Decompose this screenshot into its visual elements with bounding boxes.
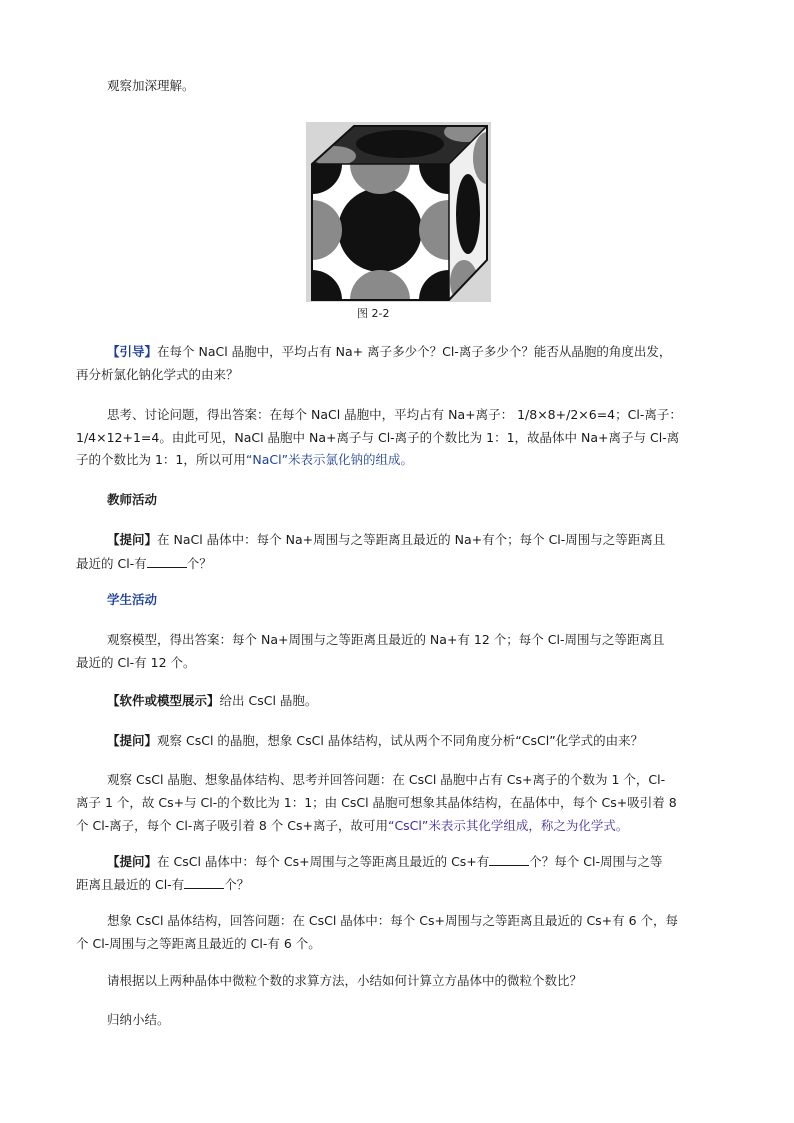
question1-line-1 [107, 532, 665, 548]
question3-line-2 [76, 876, 249, 893]
guide-text-a: 在每个 NaCl 晶胞中，平均占有 Na+ 离子多少个？Cl-离子多少个？能否从晶胞的角度出发， [157, 344, 672, 359]
imagine-answer-line-2: 个 Cl-周围与之等距离且最近的 Cl-有 6 个。 [76, 936, 321, 951]
model-answer-line-1: 观察模型，得出答案：每个 Na+周围与之等距离且最近的 Na+有 12 个；每个 Cl-周围与之等距离且 [107, 632, 665, 647]
teacher-activity-heading: 教师活动 [107, 492, 158, 507]
question3-text-a2: 个？每个 Cl-周围与之等 [529, 854, 663, 869]
question3-text-b2: 个？ [224, 877, 250, 892]
blank [184, 876, 224, 889]
question2-text: 观察 CsCl 的晶胞，想象 CsCl 晶体结构，试从两个不同角度分析“CsCl”化学式的由来？ [157, 733, 644, 748]
guide-tag: 【引导】 [107, 344, 158, 359]
summary-question: 请根据以上两种晶体中微粒个数的求算方法，小结如何计算立方晶体中的微粒个数比？ [107, 973, 583, 988]
question3-tag: 【提问】 [107, 854, 158, 869]
cscl-answer-line-1: 观察 CsCl 晶胞、想象晶体结构、思考并回答问题：在 CsCl 晶胞中占有 Cs+离子的个数为 1 个，Cl- [107, 772, 666, 787]
nacl-cell-figure [306, 122, 491, 302]
question2-tag: 【提问】 [107, 733, 158, 748]
question1-text-a: 在 NaCl 晶体中：每个 Na+周围与之等距离且最近的 Na+有个；每个 Cl-周围与之等距离且 [157, 532, 666, 547]
show-model-line [107, 693, 317, 709]
model-answer-line-2: 最近的 Cl-有 12 个。 [76, 655, 196, 670]
question1-text-b2: 个？ [186, 556, 212, 571]
show-model-text: 给出 CsCl 晶胞。 [219, 693, 318, 708]
question1-text-b1: 最近的 Cl-有 [76, 556, 147, 571]
guide-line-1 [107, 344, 671, 360]
cscl-answer-line-3 [76, 818, 628, 834]
question3-text-a1: 在 CsCl 晶体中：每个 Cs+周围与之等距离且最近的 Cs+有 [157, 854, 490, 869]
answer-text-c1: 子的个数比为 1：1，所以可用 [76, 452, 246, 467]
question1-line-2 [76, 555, 212, 572]
answer-line-3 [76, 452, 413, 468]
cscl-answer-line-2: 离子 1 个，故 Cs+与 Cl-的个数比为 1：1；由 CsCl 晶胞可想象其晶体结构，在晶体中，每个 Cs+吸引着 8 [76, 795, 677, 810]
blank [147, 555, 187, 568]
answer-line-2: 1/4×12+1=4。由此可见，NaCl 晶胞中 Na+离子与 Cl-离子的个数比为 1：1，故晶体中 Na+离子与 Cl-离 [76, 430, 680, 445]
answer-line-1: 思考、讨论问题，得出答案：在每个 NaCl 晶胞中，平均占有 Na+离子： 1/8×8+/2×6=4；Cl-离子： [107, 407, 682, 422]
imagine-answer-line-1: 想象 CsCl 晶体结构，回答问题：在 CsCl 晶体中：每个 Cs+周围与之等距离且最近的 Cs+有 6 个，每 [107, 913, 679, 928]
summary-text: 归纳小结。 [107, 1012, 170, 1027]
question2-line [107, 733, 643, 749]
question1-tag: 【提问】 [107, 532, 158, 547]
cscl-answer-c2: “CsCl”米表示其化学组成，称之为化学式。 [387, 818, 629, 833]
student-activity-heading: 学生活动 [107, 592, 158, 607]
blank [489, 853, 529, 866]
answer-text-c2: “NaCl”米表示氯化钠的组成。 [245, 452, 414, 467]
observe-text: 观察加深理解。 [107, 78, 195, 93]
question3-text-b1: 距离且最近的 Cl-有 [76, 877, 185, 892]
figure-caption: 图 2-2 [357, 307, 390, 320]
show-model-tag: 【软件或模型展示】 [107, 693, 220, 708]
cscl-answer-c1: 个 Cl-离子，每个 Cl-离子吸引着 8 个 Cs+离子，故可用 [76, 818, 388, 833]
guide-line-2: 再分析氯化钠化学式的由来？ [76, 367, 239, 382]
question3-line-1 [107, 853, 662, 870]
